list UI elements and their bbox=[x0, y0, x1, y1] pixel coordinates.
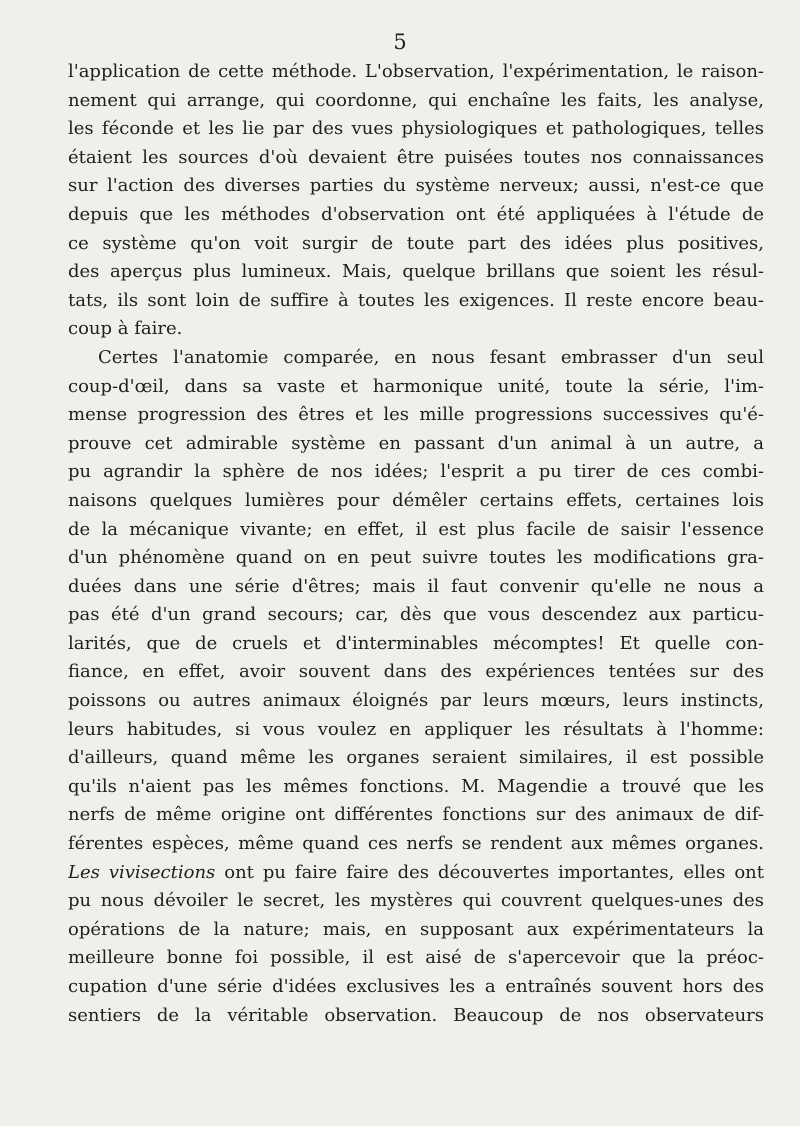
text-line: prouve cet admirable système en passant d'un animal à un autre, a bbox=[68, 432, 764, 454]
text-line: Certes l'anatomie comparée, en nous fesant embrasser d'un seul bbox=[98, 346, 764, 368]
text-line: nement qui arrange, qui coordonne, qui enchaîne les faits, les analyse, bbox=[68, 89, 764, 111]
text-line: d'ailleurs, quand même les organes seraient similaires, il est possible bbox=[68, 747, 764, 769]
text-line: les féconde et les lie par des vues physiologiques et pathologiques, telles bbox=[68, 118, 764, 140]
line-remainder: ont pu faire faire des découvertes importantes, elles ont bbox=[215, 861, 764, 883]
text-line: nerfs de même origine ont différentes fonctions sur des animaux de dif- bbox=[68, 804, 764, 826]
text-line: de la mécanique vivante; en effet, il est plus facile de saisir l'essence bbox=[68, 518, 764, 540]
text-line: sur l'action des diverses parties du système nerveux; aussi, n'est-ce que bbox=[68, 175, 764, 197]
page-number: 5 bbox=[393, 30, 407, 54]
text-line: poissons ou autres animaux éloignés par leurs mœurs, leurs instincts, bbox=[68, 690, 764, 712]
paragraph-2 bbox=[68, 344, 764, 1030]
text-line: férentes espèces, même quand ces nerfs se rendent aux mêmes organes. bbox=[68, 833, 764, 855]
text-line: ce système qu'on voit surgir de toute part des idées plus positives, bbox=[68, 232, 764, 254]
text-line: mense progression des êtres et les mille progressions successives qu'é- bbox=[68, 404, 764, 426]
text-line: sentiers de la véritable observation. Beaucoup de nos observateurs bbox=[68, 1004, 764, 1026]
text-line: pas été d'un grand secours; car, dès que vous descendez aux particu- bbox=[68, 604, 764, 626]
text-line: l'application de cette méthode. L'observation, l'expérimentation, le raison- bbox=[68, 61, 764, 82]
text-line: étaient les sources d'où devaient être puisées toutes nos connaissances bbox=[68, 146, 764, 168]
text-line-italic-lead bbox=[68, 859, 764, 888]
text-line: tats, ils sont loin de suffire à toutes les exigences. Il reste encore beau- bbox=[68, 289, 764, 311]
text-line: pu nous dévoiler le secret, les mystères qui couvrent quelques-unes des bbox=[68, 890, 764, 912]
text-line: qu'ils n'aient pas les mêmes fonctions. M. Magendie a trouvé que les bbox=[68, 775, 764, 797]
text-line: des aperçus plus lumineux. Mais, quelque brillans que soient les résul- bbox=[68, 261, 764, 283]
text-line: opérations de la nature; mais, en supposant aux expérimentateurs la bbox=[68, 918, 764, 940]
text-line: coup à faire. bbox=[68, 318, 183, 340]
text-line: duées dans une série d'êtres; mais il faut convenir qu'elle ne nous a bbox=[68, 575, 764, 597]
text-line: larités, que de cruels et d'interminables mécomptes! Et quelle con- bbox=[68, 632, 764, 654]
paragraph-1 bbox=[68, 58, 764, 344]
text-line: fiance, en effet, avoir souvent dans des expériences tentées sur des bbox=[68, 661, 764, 683]
text-line: leurs habitudes, si vous voulez en appliquer les résultats à l'homme: bbox=[68, 718, 764, 740]
text-line: coup-d'œil, dans sa vaste et harmonique unité, toute la série, l'im- bbox=[68, 375, 764, 397]
italic-phrase: Les vivisections bbox=[68, 861, 216, 883]
text-line: naisons quelques lumières pour démêler certains effets, certaines lois bbox=[68, 489, 764, 511]
text-line: cupation d'une série d'idées exclusives les a entraînés souvent hors des bbox=[68, 976, 764, 997]
text-line: d'un phénomène quand on en peut suivre toutes les modifications gra- bbox=[68, 547, 764, 569]
text-line: meilleure bonne foi possible, il est aisé de s'apercevoir que la préoc- bbox=[68, 947, 764, 969]
text-line: depuis que les méthodes d'observation ont été appliquées à l'étude de bbox=[68, 203, 764, 225]
text-line: pu agrandir la sphère de nos idées; l'esprit a pu tirer de ces combi- bbox=[68, 461, 764, 483]
text-body bbox=[68, 58, 764, 1030]
